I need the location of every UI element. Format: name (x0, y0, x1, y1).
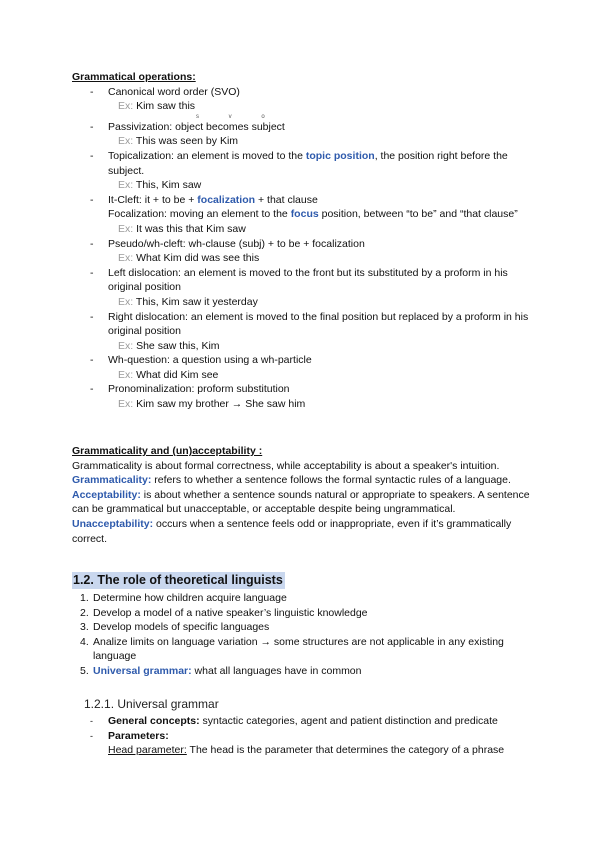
example-line (108, 368, 532, 383)
bullet-dash: - (90, 85, 94, 98)
list-item: 3. Develop models of specific languages (80, 621, 270, 634)
list-item (72, 149, 532, 193)
list-item (72, 120, 532, 149)
example-text: What Kim did was see this (136, 252, 260, 265)
key-term: focalization (197, 193, 256, 206)
item-text: Right dislocation: an element is moved to the final position but replaced by a proform in his original position (108, 310, 529, 338)
section-grammaticality (72, 444, 532, 546)
ex-label: Ex: (118, 222, 134, 235)
key-term: Unacceptability: (72, 517, 154, 530)
bullet-dash: - (90, 716, 93, 726)
list-item: - General concepts: syntactic categories, agent and patient distinction and predicate (90, 715, 498, 727)
operations-list (72, 85, 532, 412)
list-item (72, 193, 532, 237)
list-item (84, 729, 534, 744)
numbered-list (72, 591, 532, 679)
example-line (108, 251, 532, 266)
section-heading: 1.2. The role of theoretical linguists (73, 573, 283, 587)
item-text: Left dislocation: an element is moved to the front but its substituted by a proform in his original position (108, 266, 508, 294)
example-text: Kim saw this (136, 100, 196, 113)
ex-label: Ex: (118, 100, 134, 113)
list-item: 4. Analize limits on language variation → some structures are not applicable in any existing language (80, 635, 504, 663)
paragraph-intro: Grammaticality is about formal correctness, while acceptability is about a speaker's intuition. (72, 459, 500, 472)
list-item: 5. Universal grammar: what all languages have in common (80, 664, 362, 677)
example-line (108, 134, 532, 149)
ex-label: Ex: (118, 135, 134, 148)
list-item (72, 85, 532, 120)
bullet-dash: - (90, 149, 94, 162)
key-term: topic position (305, 149, 375, 162)
list-number: 3. (80, 621, 89, 634)
example-text: Kim saw my brother → She saw him (136, 398, 306, 411)
item-text: Canonical word order (SVO) (108, 85, 240, 98)
example-line (108, 295, 532, 310)
list-number: 2. (80, 606, 89, 619)
key-term: Head parameter: (108, 744, 187, 757)
item-text: Passivization: object becomes subject (108, 120, 285, 133)
item-text: Wh-question: a question using a wh-particle (108, 354, 312, 367)
ex-label: Ex: (118, 252, 134, 265)
definition-grammaticality: Grammaticality: refers to whether a sentence follows the formal syntactic rules of a language. (72, 474, 511, 487)
definition-unacceptability: Unacceptability: occurs when a sentence feels odd or inappropriate, even if it’s grammatically correct. (72, 517, 512, 545)
bullet-dash: - (90, 310, 94, 323)
bullet-dash: - (90, 193, 94, 206)
example-line (108, 178, 532, 193)
item-text: It-Cleft: it + to be + focalization + that clause (108, 193, 318, 206)
example-line (108, 222, 532, 237)
ex-label: Ex: (118, 295, 134, 308)
bullet-dash: - (90, 730, 93, 741)
key-term: Acceptability: (72, 488, 141, 501)
list-item (72, 310, 532, 354)
list-item (72, 266, 532, 310)
example-line (108, 397, 532, 412)
item-text: Topicalization: an element is moved to the topic position, the position right before the subject. (108, 149, 508, 177)
section-universal-grammar (84, 696, 534, 758)
definition-acceptability: Acceptability: is about whether a sentence sounds natural or appropriate to speakers. A sentence can be grammatical but unacceptable, or acceptable despite being ungrammatical. (72, 488, 530, 516)
example-line (108, 99, 532, 114)
key-term: Grammaticality: (72, 474, 152, 487)
list-item: 2. Develop a model of a native speaker’s linguistic knowledge (80, 606, 368, 619)
section-grammatical-operations (72, 70, 532, 412)
list-item (72, 353, 532, 382)
list-item: 1. Determine how children acquire language (80, 592, 287, 604)
subsection-heading: 1.2.1. Universal grammar (84, 697, 219, 711)
bullet-dash: - (90, 383, 94, 396)
section-heading: Grammaticality and (un)acceptability : (72, 445, 263, 457)
example-text: This, Kim saw (135, 179, 202, 192)
example-text: What did Kim see (136, 368, 219, 381)
example-text: This was seen by Kim (135, 135, 239, 148)
key-term: Parameters: (108, 729, 169, 742)
ex-label: Ex: (118, 339, 134, 352)
svo-annotation: s v o (196, 113, 279, 120)
list-item (72, 382, 532, 411)
item-text-line2: Focalization: moving an element to the focus position, between “to be” and “that clause” (108, 208, 518, 221)
item-text: Pseudo/wh-cleft: wh-clause (subj) + to be + focalization (108, 237, 365, 250)
ex-label: Ex: (118, 179, 134, 192)
list-number: 1. (80, 592, 89, 604)
section-heading: Grammatical operations: (72, 71, 196, 83)
key-term: General concepts: (108, 715, 200, 727)
ex-label: Ex: (118, 398, 134, 411)
list-number: 5. (80, 664, 89, 677)
head-parameter-line: Head parameter: The head is the parameter that determines the category of a phrase (108, 744, 505, 757)
key-term: focus (290, 208, 319, 221)
section-role-of-linguists (72, 572, 532, 679)
bullet-dash: - (90, 266, 94, 279)
example-text: It was this that Kim saw (136, 222, 246, 235)
list-number: 4. (80, 635, 89, 648)
ug-list (84, 714, 534, 743)
bullet-dash: - (90, 237, 94, 250)
example-line (108, 339, 532, 354)
example-text: This, Kim saw it yesterday (135, 295, 258, 308)
example-text: She saw this, Kim (136, 339, 220, 352)
bullet-dash: - (90, 120, 94, 133)
ex-label: Ex: (118, 368, 134, 381)
key-term: Universal grammar: (93, 664, 192, 677)
list-item (72, 237, 532, 266)
item-text: Pronominalization: proform substitution (108, 383, 290, 396)
bullet-dash: - (90, 354, 94, 367)
